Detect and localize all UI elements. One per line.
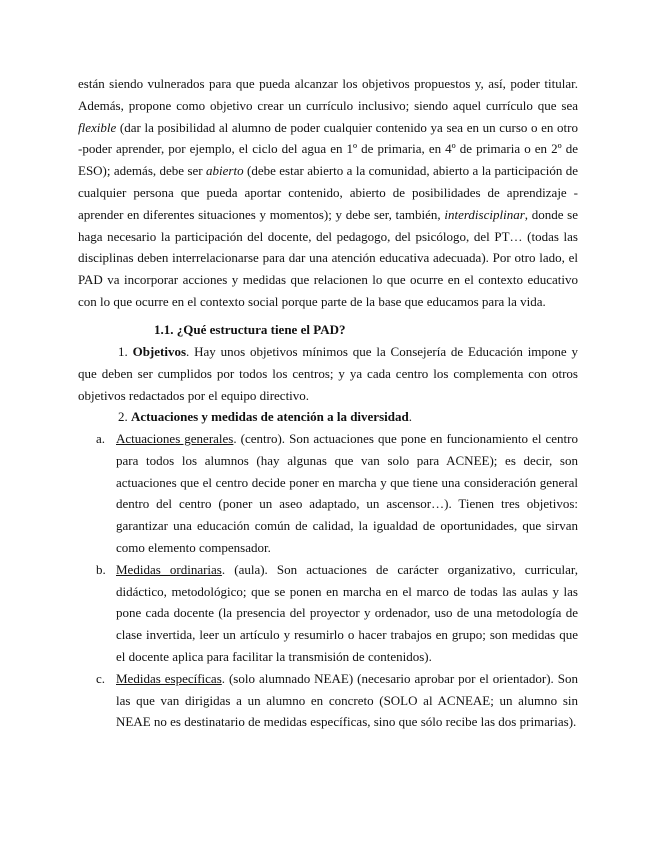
objetivos-number: 1. <box>118 344 128 359</box>
list-item-text: . (aula). Son actuaciones de carácter organizativo, curricular, didáctico, metodológico; que se ponen en marcha en el marco de todas las aulas y las pone cada docente (la presencia del proyector y ordenador, uso de una metodología de clase invertida, leer un artículo y resumirlo o hacer trabajos en grupo; son medidas que el docente aplica para facilitar la transmisión de contenidos). <box>116 561 578 664</box>
list-marker: a. <box>96 431 106 446</box>
list-item-title: Medidas ordinarias <box>116 561 222 577</box>
actuaciones-number: 2. <box>118 409 128 424</box>
list-marker: c. <box>96 670 106 686</box>
measures-list <box>78 428 578 733</box>
list-item <box>78 559 578 668</box>
intro-term-abierto: abierto <box>206 163 244 179</box>
section-heading: 1.1. ¿Qué estructura tiene el PAD? <box>154 322 346 337</box>
objetivos-text: . Hay unos objetivos mínimos que la Consejería de Educación impone y que deben ser cumplidos por todos los centros; y ya cada centro los complementa con otros objetivos redactados por el equipo directivo. <box>78 344 579 403</box>
objetivos-title: Objetivos <box>132 344 187 359</box>
objetivos-paragraph <box>78 341 578 406</box>
actuaciones-paragraph <box>78 406 578 428</box>
list-item-title: Actuaciones generales <box>116 431 234 446</box>
intro-text-3: (debe estar abierto a la comunidad, abierto a la participación de cualquier persona que pueda aportar contenido, abierto de posibilidades de aprendizaje -aprender en diferentes situaciones y momentos); y debe ser, también, <box>78 163 578 222</box>
list-item <box>78 668 578 733</box>
intro-text-2: (dar la posibilidad al alumno de poder cualquier contenido ya sea en un curso o en otro -poder aprender, por ejemplo, el ciclo del agua en 1º de primaria, en 4º de primaria o en 2º de ESO); además, debe ser <box>78 119 578 179</box>
actuaciones-title: Actuaciones y medidas de atención a la diversidad <box>131 409 409 424</box>
intro-paragraph <box>78 73 578 313</box>
list-item-title: Medidas específicas <box>116 670 222 686</box>
intro-text-4: , donde se haga necesario la participación del docente, del pedagogo, del psicólogo, del PT… (todas las disciplinas deben interrelacionarse para dar una atención educativa adecuada). Por otro lado, el PAD va incorporar acciones y medidas que relacionen lo que ocurre en el contexto educativo con lo que ocurre en el contexto social porque parte de la base que educamos para la vida. <box>78 206 578 309</box>
actuaciones-period: . <box>408 409 412 424</box>
list-item <box>78 428 578 559</box>
intro-term-flexible: flexible <box>78 119 117 135</box>
list-marker: b. <box>96 561 106 577</box>
intro-text-1: están siendo vulnerados para que pueda alcanzar los objetivos propuestos y, así, poder titular. Además, propone como objetivo crear un currículo inclusivo; siendo aquel currículo que sea <box>78 76 578 113</box>
list-item-text: . (centro). Son actuaciones que pone en funcionamiento el centro para todos los alumnos (hay algunas que van solo para ACNEE); es decir, son actuaciones que el centro decide poner en marcha y que tiene una consideración general dentro del centro (poner un aseo adaptado, un ascensor…). Tienen tres objetivos: garantizar una educación común de calidad, la igualdad de oportunidades, que sirvan como elemento compensador. <box>116 431 578 555</box>
list-item-text: . (solo alumnado NEAE) (necesario aprobar por el orientador). Son las que van dirigidas a un alumno en concreto (SOLO al ACNEAE; un alumno sin NEAE no es destinatario de medidas específicas, sino que sólo recibe las dos primarias). <box>116 670 578 730</box>
intro-term-interdisciplinar: interdisciplinar <box>444 206 525 222</box>
